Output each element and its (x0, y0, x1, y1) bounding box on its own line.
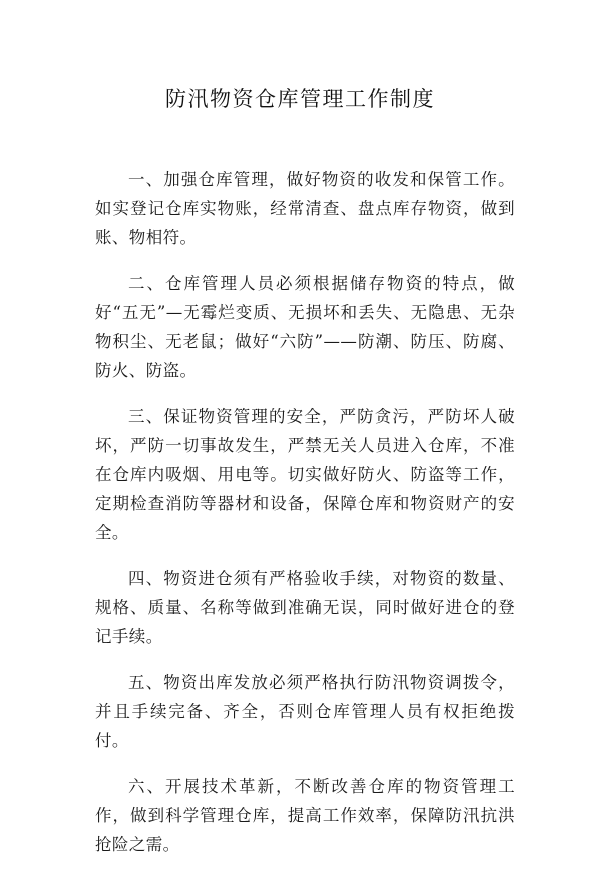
document-body (95, 165, 515, 876)
paragraph-1: 一、加强仓库管理，做好物资的收发和保管工作。如实登记仓库实物账，经常清查、盘点库存物资，做到账、物相符。 (95, 170, 515, 247)
paragraph-4: 四、物资进仓须有严格验收手续，对物资的数量、规格、质量、名称等做到准确无误，同时做好进仓的登记手续。 (95, 569, 515, 646)
document-title: 防汛物资仓库管理工作制度 (165, 87, 435, 111)
paragraph-2: 二、仓库管理人员必须根据储存物资的特点，做好“五无”—无霉烂变质、无损坏和丢失、无隐患、无杂物积尘、无老鼠；做好“六防”——防潮、防压、防腐、防火、防盗。 (95, 274, 515, 380)
paragraph-3: 三、保证物资管理的安全，严防贪污，严防坏人破坏，严防一切事故发生，严禁无关人员进入仓库，不准在仓库内吸烟、用电等。切实做好防火、防盗等工作，定期检查消防等器材和设备，保障仓库和物资财产的安全。 (95, 407, 515, 542)
paragraph-5: 五、物资出库发放必须严格执行防汛物资调拨令，并且手续完备、齐全，否则仓库管理人员有权拒绝拨付。 (95, 673, 515, 750)
paragraph-6: 六、开展技术革新，不断改善仓库的物资管理工作，做到科学管理仓库，提高工作效率，保障防汛抗洪抢险之需。 (95, 777, 515, 854)
